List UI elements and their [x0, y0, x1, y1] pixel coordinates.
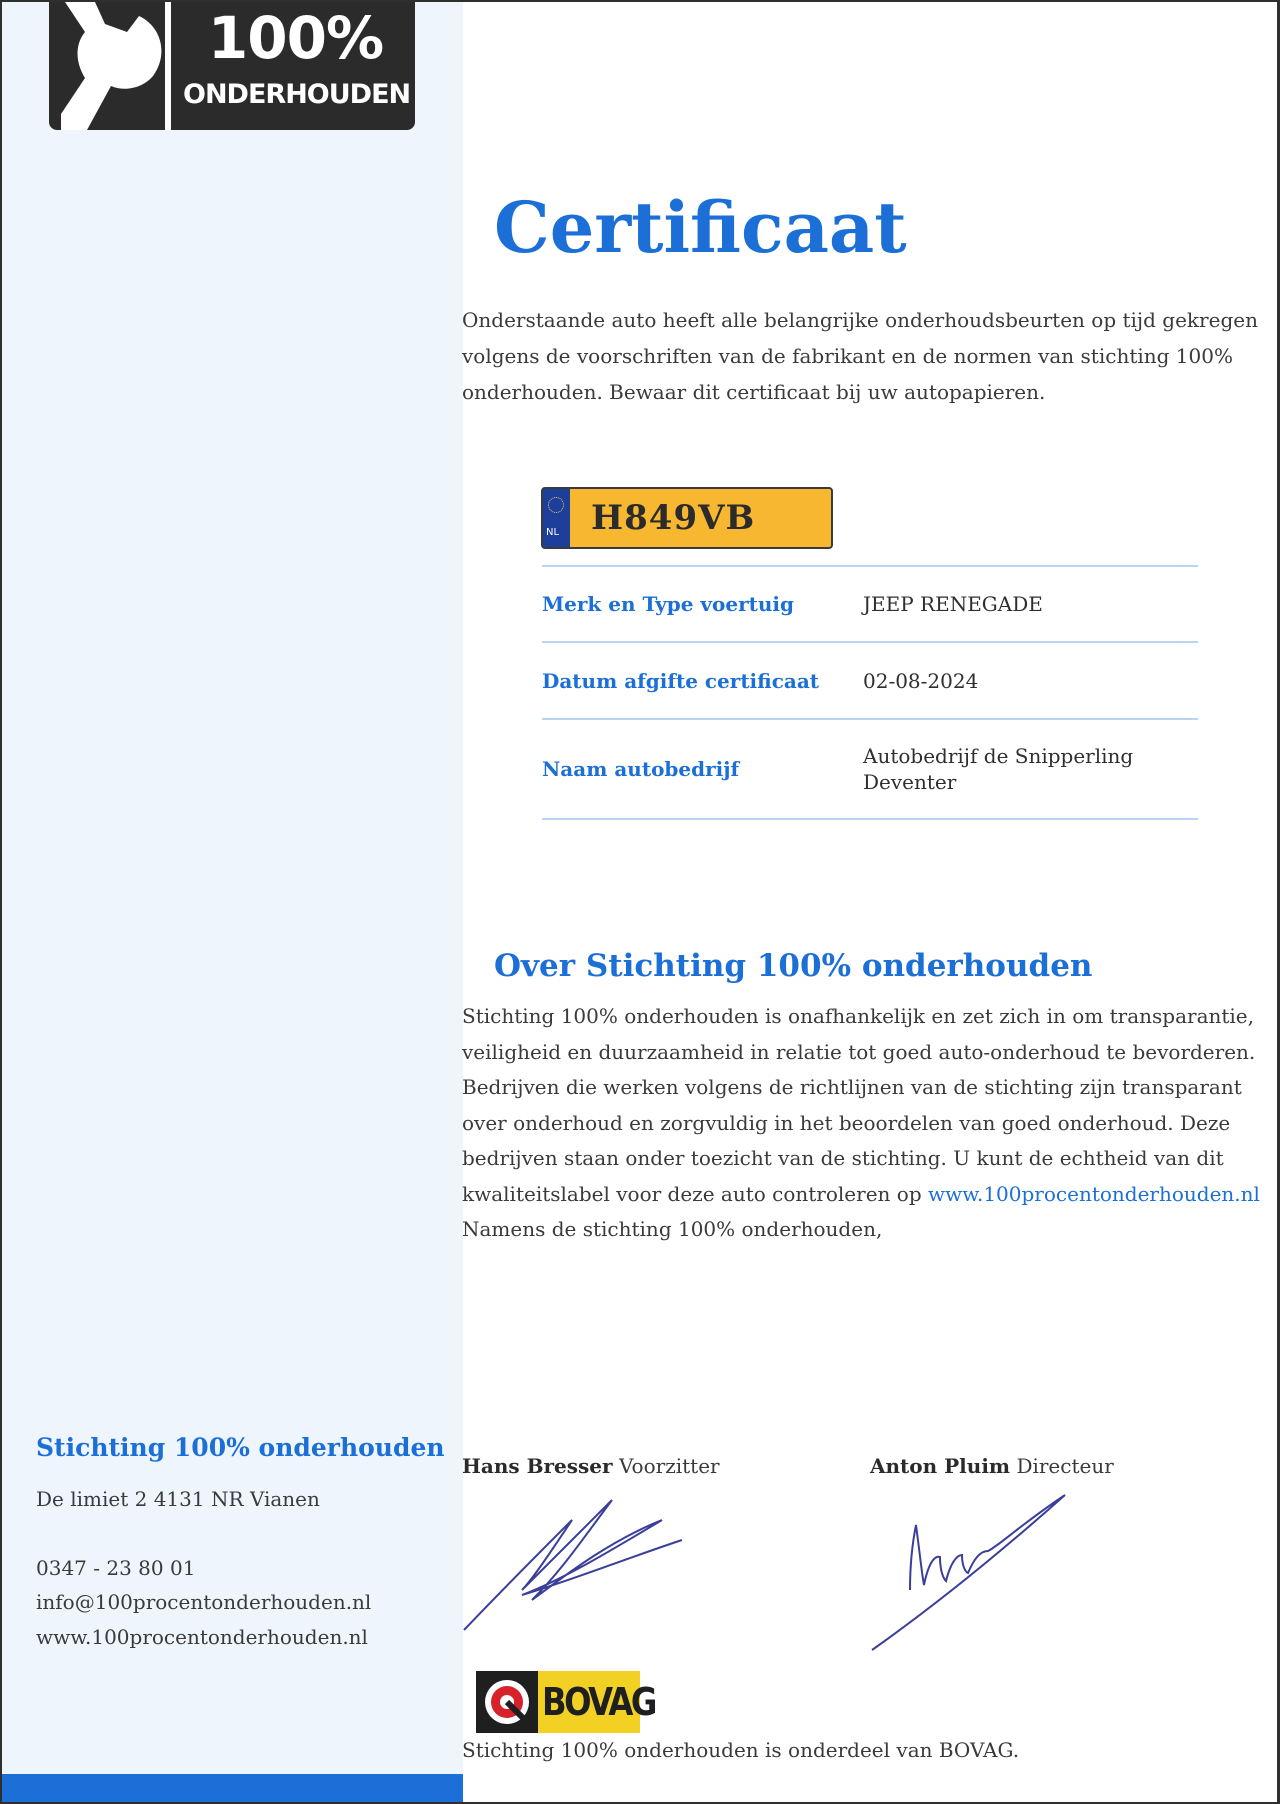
vehicle-details-table	[542, 565, 1198, 820]
org-name: Stichting 100% onderhouden	[36, 1433, 445, 1462]
plate-eu-band	[543, 489, 570, 547]
signer-chair	[462, 1451, 720, 1481]
org-address: De limiet 2 4131 NR Vianen	[36, 1487, 320, 1511]
brand-logo	[49, 2, 415, 130]
org-website[interactable]: www.100procentonderhouden.nl	[36, 1625, 368, 1649]
detail-value: JEEP RENEGADE	[863, 592, 1043, 616]
org-phone: 0347 - 23 80 01	[36, 1556, 196, 1580]
garage-name: Autobedrijf de Snipperling	[863, 744, 1134, 768]
logo-percent: 100%	[207, 4, 384, 72]
detail-row-vehicle	[542, 565, 1198, 641]
page-title: Certificaat	[494, 186, 907, 269]
license-plate	[541, 487, 833, 549]
about-heading: Over Stichting 100% onderhouden	[494, 948, 1093, 984]
signer-name: Hans Bresser	[462, 1454, 613, 1478]
about-text	[462, 999, 1280, 1248]
detail-label: Datum afgifte certificaat	[542, 668, 820, 693]
eu-stars-icon	[548, 497, 564, 513]
garage-city: Deventer	[863, 770, 957, 794]
about-closing: Namens de stichting 100% onderhouden,	[462, 1217, 883, 1241]
plate-number: H849VB	[591, 498, 756, 538]
intro-text: Onderstaande auto heeft alle belangrijke onderhoudsbeurten op tijd gekregen volgens de voorschriften van de fabrikant en de normen van stichting 100% onderhouden. Bewaar dit certificaat bij uw autopapieren.	[462, 308, 1258, 404]
detail-label: Merk en Type voertuig	[542, 592, 795, 616]
sidebar-accent-bar	[2, 1774, 463, 1804]
signer-name: Anton Pluim	[870, 1454, 1011, 1478]
about-body: Stichting 100% onderhouden is onafhankelijk en zet zich in om transparantie, veiligheid en duurzaamheid in relatie tot goed auto-onderhoud te bevorderen. Bedrijven die werken volgens de richtlijnen van de stichting zijn transparant over onderhoud en zorgvuldig in het beoordelen van goed onderhoud. Deze bedrijven staan onder toezicht van de stichting. U kunt de echtheid van dit kwaliteitslabel voor deze auto controleren op	[462, 1004, 1256, 1206]
logo-divider	[165, 2, 171, 130]
signature-chair	[462, 1490, 692, 1635]
org-email[interactable]: info@100procentonderhouden.nl	[36, 1590, 372, 1614]
bovag-wordmark: BOVAG	[542, 1680, 655, 1724]
logo-word: ONDERHOUDEN	[183, 79, 411, 110]
verify-link[interactable]: www.100procentonderhouden.nl	[927, 1181, 1260, 1206]
plate-country: NL	[546, 527, 560, 538]
signer-director	[870, 1451, 1114, 1481]
bovag-mark-icon	[476, 1671, 538, 1733]
detail-value	[863, 743, 1198, 795]
bovag-logo	[476, 1671, 655, 1733]
detail-row-garage	[542, 718, 1198, 820]
detail-value: 02-08-2024	[863, 668, 979, 693]
detail-label: Naam autobedrijf	[542, 757, 740, 781]
signer-role: Directeur	[1016, 1454, 1114, 1478]
signature-director	[870, 1485, 1070, 1655]
signer-role: Voorzitter	[618, 1454, 720, 1478]
detail-row-date	[542, 641, 1198, 718]
footer-note: Stichting 100% onderhouden is onderdeel van BOVAG.	[462, 1738, 1020, 1762]
sidebar-panel	[2, 2, 463, 1804]
